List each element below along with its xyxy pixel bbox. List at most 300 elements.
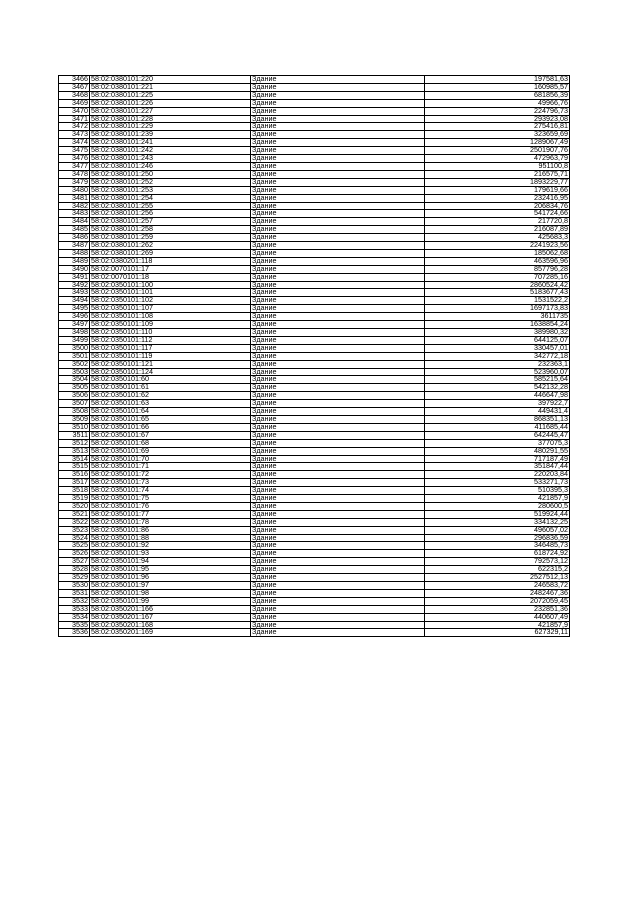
table-row xyxy=(59,265,570,273)
cadastral-number-cell: 58:02:0350101:62 xyxy=(90,392,251,400)
row-number-cell: 3515 xyxy=(59,463,90,471)
row-number-cell: 3533 xyxy=(59,605,90,613)
cadastral-number-cell: 58:02:0380101:225 xyxy=(90,91,251,99)
cadastral-number-cell: 58:02:0380101:220 xyxy=(90,76,251,84)
object-type-cell: Здание xyxy=(251,76,425,84)
value-cell: 480291,55 xyxy=(425,447,570,455)
row-number-cell: 3536 xyxy=(59,629,90,637)
table-row xyxy=(59,257,570,265)
value-cell: 220203,84 xyxy=(425,471,570,479)
table-row xyxy=(59,321,570,329)
value-cell: 585215,64 xyxy=(425,376,570,384)
value-cell: 2860524,42 xyxy=(425,281,570,289)
object-type-cell: Здание xyxy=(251,281,425,289)
table-row xyxy=(59,360,570,368)
row-number-cell: 3499 xyxy=(59,336,90,344)
row-number-cell: 3470 xyxy=(59,107,90,115)
value-cell: 2501907,76 xyxy=(425,147,570,155)
value-cell: 397922,7 xyxy=(425,400,570,408)
value-cell: 446647,98 xyxy=(425,392,570,400)
table-row xyxy=(59,155,570,163)
cadastral-number-cell: 58:02:0350201:169 xyxy=(90,629,251,637)
row-number-cell: 3490 xyxy=(59,265,90,273)
row-number-cell: 3492 xyxy=(59,281,90,289)
object-type-cell: Здание xyxy=(251,423,425,431)
row-number-cell: 3486 xyxy=(59,234,90,242)
value-cell: 224796,73 xyxy=(425,107,570,115)
value-cell: 342772,18 xyxy=(425,352,570,360)
value-cell: 2527512,13 xyxy=(425,574,570,582)
object-type-cell: Здание xyxy=(251,487,425,495)
table-row xyxy=(59,408,570,416)
table-row xyxy=(59,91,570,99)
row-number-cell: 3466 xyxy=(59,76,90,84)
object-type-cell: Здание xyxy=(251,131,425,139)
value-cell: 440607,49 xyxy=(425,613,570,621)
cadastral-number-cell: 58:02:0350101:94 xyxy=(90,558,251,566)
object-type-cell: Здание xyxy=(251,139,425,147)
object-type-cell: Здание xyxy=(251,115,425,123)
object-type-cell: Здание xyxy=(251,155,425,163)
row-number-cell: 3521 xyxy=(59,510,90,518)
object-type-cell: Здание xyxy=(251,574,425,582)
row-number-cell: 3483 xyxy=(59,210,90,218)
value-cell: 717187,49 xyxy=(425,455,570,463)
cadastral-number-cell: 58:02:0380101:242 xyxy=(90,147,251,155)
value-cell: 425683,3 xyxy=(425,234,570,242)
row-number-cell: 3513 xyxy=(59,447,90,455)
table-row xyxy=(59,574,570,582)
table-row xyxy=(59,305,570,313)
row-number-cell: 3528 xyxy=(59,566,90,574)
object-type-cell: Здание xyxy=(251,518,425,526)
table-row xyxy=(59,170,570,178)
object-type-cell: Здание xyxy=(251,162,425,170)
value-cell: 1289067,49 xyxy=(425,139,570,147)
object-type-cell: Здание xyxy=(251,471,425,479)
cadastral-number-cell: 58:02:0350201:168 xyxy=(90,621,251,629)
table-row xyxy=(59,210,570,218)
cadastral-number-cell: 58:02:0350101:93 xyxy=(90,550,251,558)
table-row xyxy=(59,218,570,226)
row-number-cell: 3479 xyxy=(59,178,90,186)
cadastral-number-cell: 58:02:0380101:257 xyxy=(90,218,251,226)
value-cell: 463596,96 xyxy=(425,257,570,265)
value-cell: 622315,2 xyxy=(425,566,570,574)
cadastral-number-cell: 58:02:0350101:72 xyxy=(90,471,251,479)
object-type-cell: Здание xyxy=(251,170,425,178)
table-body xyxy=(59,76,570,637)
cadastral-number-cell: 58:02:0350101:99 xyxy=(90,597,251,605)
cadastral-number-cell: 58:02:0350201:167 xyxy=(90,613,251,621)
object-type-cell: Здание xyxy=(251,186,425,194)
value-cell: 377075,3 xyxy=(425,439,570,447)
row-number-cell: 3527 xyxy=(59,558,90,566)
object-type-cell: Здание xyxy=(251,352,425,360)
table-row xyxy=(59,131,570,139)
table-row xyxy=(59,384,570,392)
table-row xyxy=(59,550,570,558)
cadastral-number-cell: 58:02:0380101:253 xyxy=(90,186,251,194)
object-type-cell: Здание xyxy=(251,597,425,605)
value-cell: 542132,28 xyxy=(425,384,570,392)
value-cell: 3611735 xyxy=(425,313,570,321)
object-type-cell: Здание xyxy=(251,202,425,210)
object-type-cell: Здание xyxy=(251,297,425,305)
object-type-cell: Здание xyxy=(251,479,425,487)
table-row xyxy=(59,582,570,590)
object-type-cell: Здание xyxy=(251,305,425,313)
table-row xyxy=(59,186,570,194)
object-type-cell: Здание xyxy=(251,336,425,344)
object-type-cell: Здание xyxy=(251,107,425,115)
object-type-cell: Здание xyxy=(251,502,425,510)
cadastral-number-cell: 58:02:0350101:60 xyxy=(90,376,251,384)
value-cell: 868351,13 xyxy=(425,415,570,423)
table-row xyxy=(59,107,570,115)
value-cell: 411685,44 xyxy=(425,423,570,431)
cadastral-number-cell: 58:02:0350101:66 xyxy=(90,423,251,431)
row-number-cell: 3532 xyxy=(59,597,90,605)
row-number-cell: 3531 xyxy=(59,589,90,597)
value-cell: 179619,66 xyxy=(425,186,570,194)
object-type-cell: Здание xyxy=(251,257,425,265)
table-row xyxy=(59,281,570,289)
cadastral-number-cell: 58:02:0350101:100 xyxy=(90,281,251,289)
cadastral-number-cell: 58:02:0380101:252 xyxy=(90,178,251,186)
object-type-cell: Здание xyxy=(251,376,425,384)
table-row xyxy=(59,99,570,107)
cadastral-number-cell: 58:02:0350101:74 xyxy=(90,487,251,495)
table-row xyxy=(59,542,570,550)
table-row xyxy=(59,392,570,400)
value-cell: 496057,02 xyxy=(425,526,570,534)
row-number-cell: 3525 xyxy=(59,542,90,550)
table-row xyxy=(59,415,570,423)
cadastral-number-cell: 58:02:0380101:269 xyxy=(90,249,251,257)
cadastral-number-cell: 58:02:0350101:68 xyxy=(90,439,251,447)
value-cell: 627329,11 xyxy=(425,629,570,637)
table-row xyxy=(59,589,570,597)
cadastral-number-cell: 58:02:0350101:73 xyxy=(90,479,251,487)
object-type-cell: Здание xyxy=(251,392,425,400)
row-number-cell: 3508 xyxy=(59,408,90,416)
row-number-cell: 3514 xyxy=(59,455,90,463)
cadastral-number-cell: 58:02:0350101:69 xyxy=(90,447,251,455)
row-number-cell: 3482 xyxy=(59,202,90,210)
row-number-cell: 3481 xyxy=(59,194,90,202)
value-cell: 2482467,36 xyxy=(425,589,570,597)
cadastral-number-cell: 58:02:0380101:239 xyxy=(90,131,251,139)
table-row xyxy=(59,83,570,91)
value-cell: 323659,69 xyxy=(425,131,570,139)
row-number-cell: 3487 xyxy=(59,242,90,250)
cadastral-number-cell: 58:02:0350101:107 xyxy=(90,305,251,313)
object-type-cell: Здание xyxy=(251,431,425,439)
row-number-cell: 3488 xyxy=(59,249,90,257)
value-cell: 519924,44 xyxy=(425,510,570,518)
value-cell: 296836,59 xyxy=(425,534,570,542)
cadastral-number-cell: 58:02:0350101:97 xyxy=(90,582,251,590)
value-cell: 618724,92 xyxy=(425,550,570,558)
row-number-cell: 3480 xyxy=(59,186,90,194)
cadastral-number-cell: 58:02:0350101:88 xyxy=(90,534,251,542)
row-number-cell: 3500 xyxy=(59,344,90,352)
row-number-cell: 3489 xyxy=(59,257,90,265)
value-cell: 857796,28 xyxy=(425,265,570,273)
row-number-cell: 3472 xyxy=(59,123,90,131)
cadastral-number-cell: 58:02:0380101:259 xyxy=(90,234,251,242)
object-type-cell: Здание xyxy=(251,249,425,257)
value-cell: 523960,07 xyxy=(425,368,570,376)
object-type-cell: Здание xyxy=(251,273,425,281)
object-type-cell: Здание xyxy=(251,455,425,463)
cadastral-number-cell: 58:02:0380101:229 xyxy=(90,123,251,131)
table-row xyxy=(59,194,570,202)
value-cell: 642445,47 xyxy=(425,431,570,439)
row-number-cell: 3475 xyxy=(59,147,90,155)
table-row xyxy=(59,613,570,621)
value-cell: 421857,9 xyxy=(425,621,570,629)
object-type-cell: Здание xyxy=(251,534,425,542)
table-row xyxy=(59,352,570,360)
object-type-cell: Здание xyxy=(251,447,425,455)
row-number-cell: 3495 xyxy=(59,305,90,313)
table-row xyxy=(59,502,570,510)
table-row xyxy=(59,463,570,471)
value-cell: 160985,57 xyxy=(425,83,570,91)
row-number-cell: 3505 xyxy=(59,384,90,392)
cadastral-number-cell: 58:02:0350101:108 xyxy=(90,313,251,321)
row-number-cell: 3529 xyxy=(59,574,90,582)
table-row xyxy=(59,455,570,463)
cadastral-number-cell: 58:02:0380101:246 xyxy=(90,162,251,170)
value-cell: 2072059,45 xyxy=(425,597,570,605)
object-type-cell: Здание xyxy=(251,329,425,337)
value-cell: 330457,01 xyxy=(425,344,570,352)
value-cell: 1893229,77 xyxy=(425,178,570,186)
cadastral-number-cell: 58:02:0380101:256 xyxy=(90,210,251,218)
value-cell: 246583,72 xyxy=(425,582,570,590)
table-row xyxy=(59,518,570,526)
row-number-cell: 3491 xyxy=(59,273,90,281)
value-cell: 541724,66 xyxy=(425,210,570,218)
row-number-cell: 3522 xyxy=(59,518,90,526)
row-number-cell: 3497 xyxy=(59,321,90,329)
object-type-cell: Здание xyxy=(251,91,425,99)
object-type-cell: Здание xyxy=(251,589,425,597)
value-cell: 1531522,2 xyxy=(425,297,570,305)
cadastral-number-cell: 58:02:0350101:67 xyxy=(90,431,251,439)
table-row xyxy=(59,439,570,447)
table-row xyxy=(59,400,570,408)
row-number-cell: 3518 xyxy=(59,487,90,495)
row-number-cell: 3512 xyxy=(59,439,90,447)
table-row xyxy=(59,487,570,495)
value-cell: 275416,81 xyxy=(425,123,570,131)
row-number-cell: 3469 xyxy=(59,99,90,107)
cadastral-number-cell: 58:02:0350101:78 xyxy=(90,518,251,526)
object-type-cell: Здание xyxy=(251,123,425,131)
value-cell: 421857,9 xyxy=(425,495,570,503)
cadastral-number-cell: 58:02:0350201:166 xyxy=(90,605,251,613)
object-type-cell: Здание xyxy=(251,582,425,590)
object-type-cell: Здание xyxy=(251,550,425,558)
row-number-cell: 3511 xyxy=(59,431,90,439)
data-table xyxy=(58,75,570,637)
row-number-cell: 3473 xyxy=(59,131,90,139)
table-row xyxy=(59,297,570,305)
row-number-cell: 3535 xyxy=(59,621,90,629)
value-cell: 389980,32 xyxy=(425,329,570,337)
value-cell: 449431,4 xyxy=(425,408,570,416)
object-type-cell: Здание xyxy=(251,194,425,202)
cadastral-number-cell: 58:02:0350101:64 xyxy=(90,408,251,416)
row-number-cell: 3471 xyxy=(59,115,90,123)
table-row xyxy=(59,76,570,84)
object-type-cell: Здание xyxy=(251,605,425,613)
row-number-cell: 3477 xyxy=(59,162,90,170)
table-row xyxy=(59,495,570,503)
cadastral-number-cell: 58:02:0350101:71 xyxy=(90,463,251,471)
cadastral-number-cell: 58:02:0350101:112 xyxy=(90,336,251,344)
object-type-cell: Здание xyxy=(251,400,425,408)
cadastral-number-cell: 58:02:0380101:243 xyxy=(90,155,251,163)
cadastral-number-cell: 58:02:0380101:226 xyxy=(90,99,251,107)
cadastral-number-cell: 58:02:0350101:86 xyxy=(90,526,251,534)
object-type-cell: Здание xyxy=(251,558,425,566)
cadastral-number-cell: 58:02:0350101:96 xyxy=(90,574,251,582)
row-number-cell: 3507 xyxy=(59,400,90,408)
table-row xyxy=(59,597,570,605)
value-cell: 232851,36 xyxy=(425,605,570,613)
cadastral-number-cell: 58:02:0380101:241 xyxy=(90,139,251,147)
value-cell: 216575,71 xyxy=(425,170,570,178)
row-number-cell: 3496 xyxy=(59,313,90,321)
object-type-cell: Здание xyxy=(251,384,425,392)
object-type-cell: Здание xyxy=(251,265,425,273)
row-number-cell: 3498 xyxy=(59,329,90,337)
cadastral-number-cell: 58:02:0350101:61 xyxy=(90,384,251,392)
row-number-cell: 3468 xyxy=(59,91,90,99)
object-type-cell: Здание xyxy=(251,368,425,376)
object-type-cell: Здание xyxy=(251,210,425,218)
table-row xyxy=(59,162,570,170)
table-row xyxy=(59,526,570,534)
table-row xyxy=(59,447,570,455)
table-row xyxy=(59,139,570,147)
table-row xyxy=(59,479,570,487)
object-type-cell: Здание xyxy=(251,83,425,91)
row-number-cell: 3502 xyxy=(59,360,90,368)
cadastral-number-cell: 58:02:0350101:102 xyxy=(90,297,251,305)
value-cell: 472963,79 xyxy=(425,155,570,163)
table-row xyxy=(59,423,570,431)
object-type-cell: Здание xyxy=(251,408,425,416)
cadastral-number-cell: 58:02:0350101:117 xyxy=(90,344,251,352)
value-cell: 280600,5 xyxy=(425,502,570,510)
cadastral-number-cell: 58:02:0350101:109 xyxy=(90,321,251,329)
cadastral-number-cell: 58:02:0380201:118 xyxy=(90,257,251,265)
value-cell: 217720,8 xyxy=(425,218,570,226)
table-row xyxy=(59,566,570,574)
cadastral-number-cell: 58:02:0350101:76 xyxy=(90,502,251,510)
cadastral-number-cell: 58:02:0350101:77 xyxy=(90,510,251,518)
value-cell: 707285,16 xyxy=(425,273,570,281)
row-number-cell: 3506 xyxy=(59,392,90,400)
object-type-cell: Здание xyxy=(251,178,425,186)
object-type-cell: Здание xyxy=(251,147,425,155)
table-row xyxy=(59,178,570,186)
value-cell: 510395,3 xyxy=(425,487,570,495)
row-number-cell: 3519 xyxy=(59,495,90,503)
table-row xyxy=(59,115,570,123)
cadastral-number-cell: 58:02:0350101:75 xyxy=(90,495,251,503)
value-cell: 206834,76 xyxy=(425,202,570,210)
object-type-cell: Здание xyxy=(251,613,425,621)
table-row xyxy=(59,368,570,376)
table-row xyxy=(59,471,570,479)
row-number-cell: 3467 xyxy=(59,83,90,91)
object-type-cell: Здание xyxy=(251,463,425,471)
cadastral-number-cell: 58:02:0350101:70 xyxy=(90,455,251,463)
object-type-cell: Здание xyxy=(251,439,425,447)
row-number-cell: 3526 xyxy=(59,550,90,558)
value-cell: 216087,89 xyxy=(425,226,570,234)
cadastral-number-cell: 58:02:0380101:254 xyxy=(90,194,251,202)
object-type-cell: Здание xyxy=(251,495,425,503)
table-row xyxy=(59,329,570,337)
object-type-cell: Здание xyxy=(251,99,425,107)
table-row xyxy=(59,629,570,637)
object-type-cell: Здание xyxy=(251,526,425,534)
table-row xyxy=(59,226,570,234)
object-type-cell: Здание xyxy=(251,226,425,234)
cadastral-number-cell: 58:02:0380101:255 xyxy=(90,202,251,210)
row-number-cell: 3530 xyxy=(59,582,90,590)
cadastral-number-cell: 58:02:0350101:92 xyxy=(90,542,251,550)
object-type-cell: Здание xyxy=(251,218,425,226)
table-row xyxy=(59,344,570,352)
row-number-cell: 3516 xyxy=(59,471,90,479)
row-number-cell: 3501 xyxy=(59,352,90,360)
row-number-cell: 3510 xyxy=(59,423,90,431)
cadastral-number-cell: 58:02:0350101:65 xyxy=(90,415,251,423)
table-row xyxy=(59,249,570,257)
row-number-cell: 3523 xyxy=(59,526,90,534)
cadastral-number-cell: 58:02:0350101:95 xyxy=(90,566,251,574)
row-number-cell: 3520 xyxy=(59,502,90,510)
row-number-cell: 3494 xyxy=(59,297,90,305)
cadastral-number-cell: 58:02:0070101:17 xyxy=(90,265,251,273)
table-row xyxy=(59,202,570,210)
value-cell: 232416,95 xyxy=(425,194,570,202)
value-cell: 2241923,56 xyxy=(425,242,570,250)
cadastral-number-cell: 58:02:0380101:227 xyxy=(90,107,251,115)
value-cell: 293923,08 xyxy=(425,115,570,123)
cadastral-number-cell: 58:02:0350101:124 xyxy=(90,368,251,376)
row-number-cell: 3517 xyxy=(59,479,90,487)
cadastral-number-cell: 58:02:0350101:110 xyxy=(90,329,251,337)
object-type-cell: Здание xyxy=(251,621,425,629)
value-cell: 351847,44 xyxy=(425,463,570,471)
value-cell: 1638854,24 xyxy=(425,321,570,329)
value-cell: 334132,25 xyxy=(425,518,570,526)
row-number-cell: 3484 xyxy=(59,218,90,226)
object-type-cell: Здание xyxy=(251,242,425,250)
value-cell: 5183677,43 xyxy=(425,289,570,297)
cadastral-number-cell: 58:02:0380101:228 xyxy=(90,115,251,123)
